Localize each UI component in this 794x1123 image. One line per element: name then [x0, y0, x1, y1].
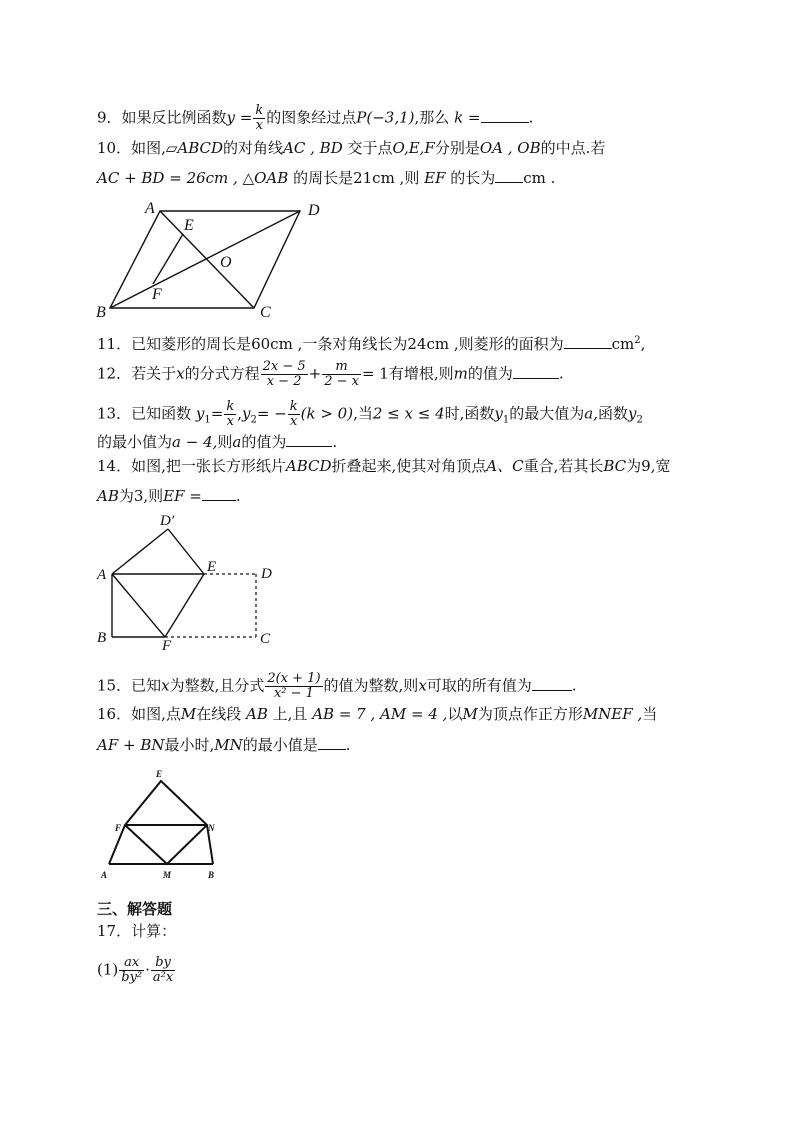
label-e: E	[207, 559, 217, 575]
answer-blank	[286, 432, 332, 447]
crease-ef	[165, 574, 204, 637]
question-11: 11．已知菱形的周长是60cm ,一条对角线长为24cm ,则菱形的面积为 $cm^2$,	[97, 335, 646, 353]
answer-blank	[202, 486, 236, 501]
answer-blank	[495, 168, 523, 183]
q9-y-eq: y =	[226, 108, 253, 127]
label-n: N	[208, 823, 215, 833]
label-e: E	[184, 217, 194, 234]
label-e: E	[156, 769, 163, 779]
question-10-line2: AC + BD = 26cm , △OAB 的周长是21cm ,则 EF 的长为 cm .	[97, 169, 556, 187]
q17-fraction-1: $\frac{ax}{\text{by²}}$	[121, 955, 143, 985]
label-b: B	[96, 304, 106, 320]
q13-fraction-1: $\frac{k}{x}$	[226, 399, 235, 429]
label-b: B	[97, 630, 107, 646]
label-f: F	[162, 638, 172, 650]
label-a: A	[97, 567, 107, 583]
label-m: M	[163, 870, 172, 880]
q9-fraction: $\frac{k}{x}$	[255, 103, 264, 133]
square-mnef	[125, 781, 207, 864]
question-17-title: 17．计算：	[97, 922, 177, 940]
q9-point: P(−3,1)	[356, 108, 415, 127]
label-o: O	[220, 254, 232, 271]
question-13-line1: 13．已知函数 $y_1=$ $\frac{k}{x}$ $,y_2=$ − $\frac{k}{x}$ (k > 0),当2 ≤ x ≤ 4时,函数$y_1$的最大值为a,函数$y_2$	[97, 399, 643, 429]
segment-ef	[153, 234, 183, 284]
segment-af	[112, 574, 165, 637]
question-17-part1: (1) $\frac{ax}{\text{by²}}$ · $\frac{by}{\text{a²x}}$	[97, 955, 174, 985]
label-f: F	[115, 823, 122, 833]
q12-fraction-1: $\frac{2x - 5}{x - 2}$	[262, 359, 306, 389]
q12-fraction-2: $\frac{m}{2 - x}$	[324, 359, 359, 389]
question-12: 12．若关于x的分式方程 $\frac{2x - 5}{x - 2}$ + $\frac{m}{2 - x}$ = 1有增根,则m的值为 .	[97, 359, 564, 389]
segment-ad-prime	[112, 529, 168, 574]
question-15: 15．已知x为整数,且分式 $\frac{2(x + 1)}{\text{x² − 1}}$ 的值为整数,则x可取的所有值为 .	[97, 671, 577, 701]
parallelogram-symbol: ▱	[165, 139, 178, 157]
square-figure	[95, 768, 235, 883]
answer-blank	[513, 364, 559, 379]
segment-d-prime-e	[168, 529, 204, 574]
label-d-prime: D′	[160, 513, 175, 529]
diagonal-ac	[160, 211, 254, 308]
label-d: D	[261, 566, 272, 582]
label-d: D	[308, 202, 320, 219]
question-9: 9．如果反比例函数y = $\frac{k}{x}$ 的图象经过点P(−3,1),那么 k = .	[97, 103, 534, 133]
question-13-line2: 的最小值为a − 4,则a的值为 .	[97, 433, 338, 451]
parallelogram-figure	[90, 195, 340, 320]
diagonal-bd	[110, 211, 300, 308]
question-16-line1: 16．如图,点M在线段 AB 上,且 AB = 7 , AM = 4 ,以M为顶点作正方形MNEF ,当	[97, 705, 658, 723]
answer-blank	[532, 676, 572, 691]
question-14-line1: 14．如图,把一张长方形纸片ABCD折叠起来,使其对角顶点A、C重合,若其长BC为9,宽	[97, 457, 671, 475]
answer-blank	[481, 108, 529, 123]
label-c: C	[260, 304, 271, 320]
folded-rectangle-figure	[90, 510, 290, 650]
q15-fraction: $\frac{2(x + 1)}{\text{x² − 1}}$	[267, 671, 321, 701]
label-f: F	[152, 286, 162, 303]
question-16-line2: AF + BN最小时,MN的最小值是 .	[97, 736, 351, 754]
answer-blank	[564, 334, 612, 349]
q9-text: 9．如果反比例函数	[97, 108, 227, 127]
label-b: B	[208, 870, 215, 880]
label-a: A	[145, 200, 155, 217]
answer-blank	[318, 735, 346, 750]
label-a: A	[101, 870, 108, 880]
q17-fraction-2: $\frac{by}{\text{a²x}}$	[152, 955, 174, 985]
question-14-line2: AB为3,则EF = .	[97, 487, 241, 505]
q13-fraction-2: $\frac{k}{x}$	[289, 399, 298, 429]
question-10-line1: 10．如图,▱ABCD的对角线AC , BD 交于点O,E,F分别是OA , OB的中点.若	[97, 139, 606, 157]
section-heading: 三、解答题	[97, 900, 173, 918]
label-c: C	[260, 631, 271, 647]
